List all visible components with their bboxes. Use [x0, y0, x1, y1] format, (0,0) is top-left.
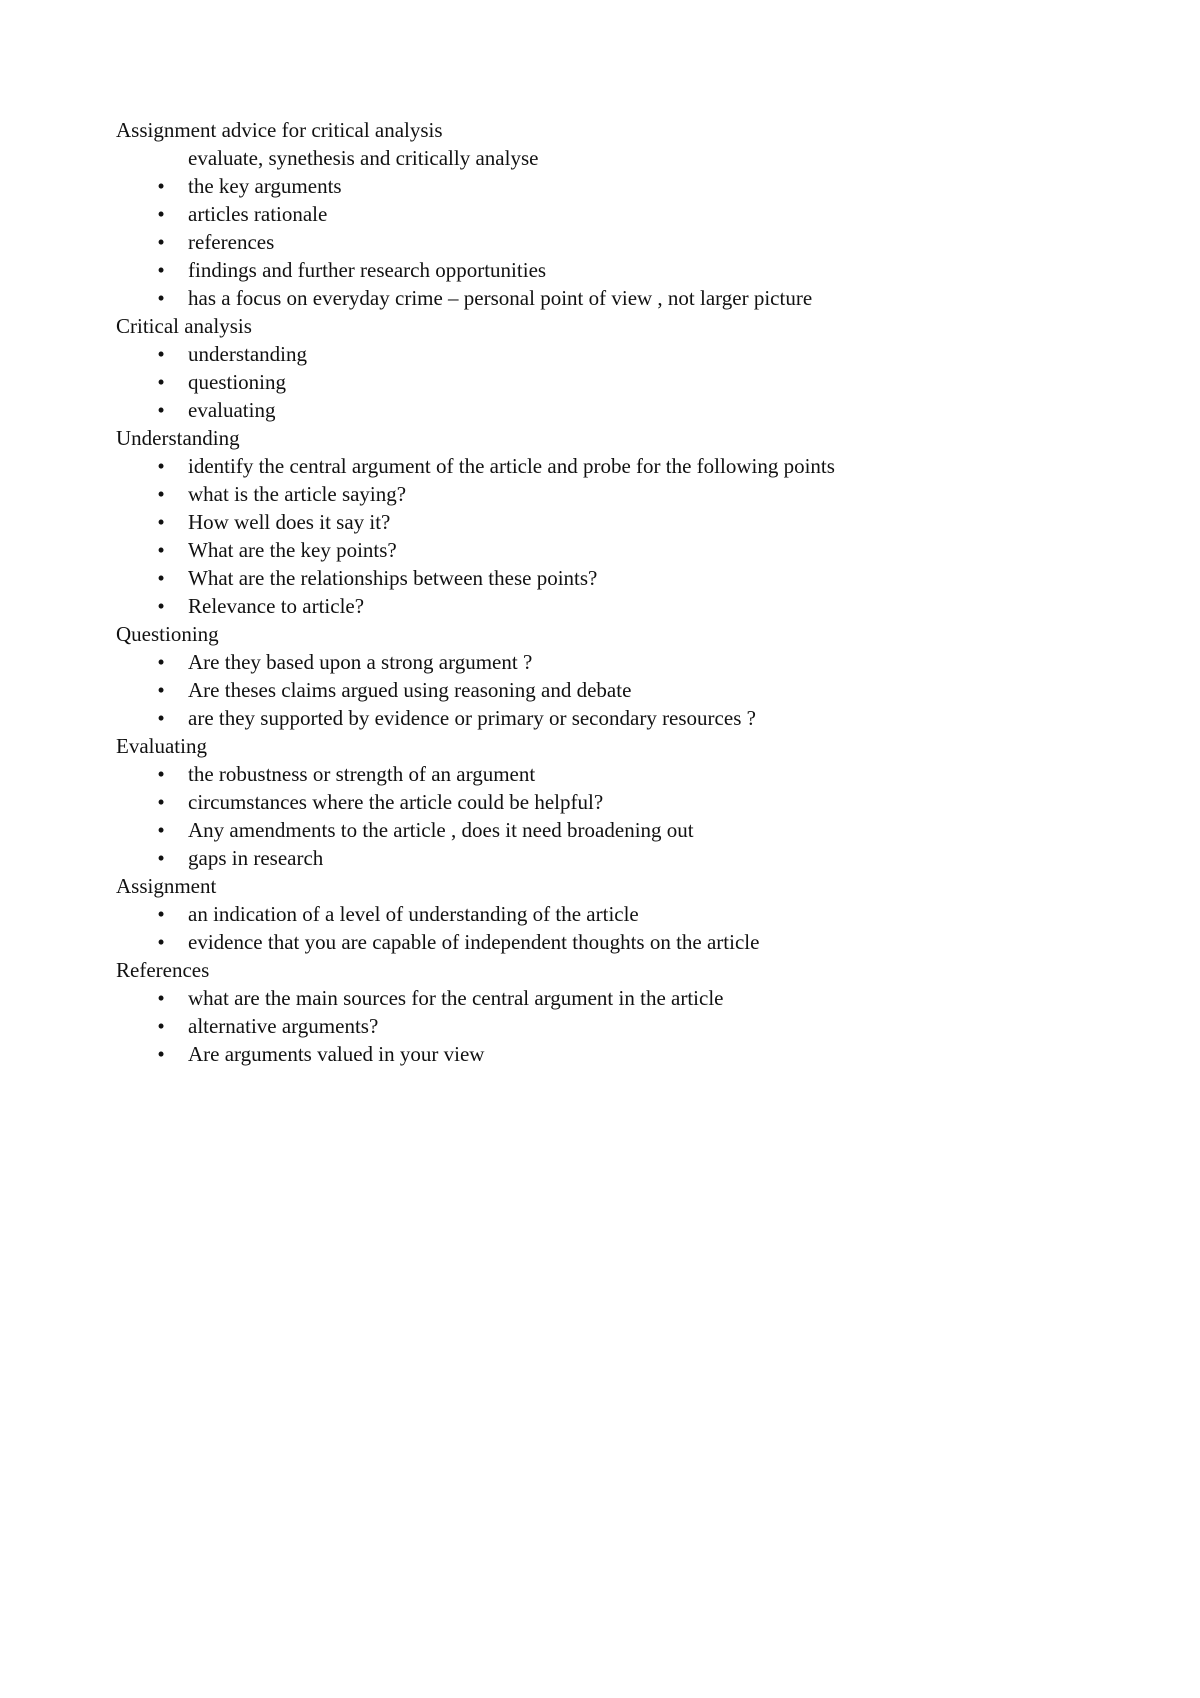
list-item: [116, 816, 1116, 844]
bullet-icon: •: [157, 1042, 165, 1066]
list-item-text: the key arguments: [188, 174, 342, 198]
bullet-icon: •: [157, 566, 165, 590]
list-item-text: What are the key points?: [188, 538, 397, 562]
list-item-text: an indication of a level of understanding of the article: [188, 902, 639, 926]
list-item: [116, 564, 1116, 592]
bullet-icon: •: [157, 1014, 165, 1038]
bullet-icon: •: [157, 482, 165, 506]
list-item-text: are they supported by evidence or primary or secondary resources ?: [188, 706, 756, 730]
bullet-icon: •: [157, 706, 165, 730]
list-item-text: Are they based upon a strong argument ?: [188, 650, 533, 674]
list-item-text: the robustness or strength of an argument: [188, 762, 536, 786]
list-item: [116, 788, 1116, 816]
list-item: [116, 648, 1116, 676]
bullet-icon: •: [157, 818, 165, 842]
list-item-text: alternative arguments?: [188, 1014, 379, 1038]
bullet-icon: •: [157, 846, 165, 870]
list-item-text: gaps in research: [188, 846, 324, 870]
bullet-icon: •: [157, 342, 165, 366]
list-item-text: Any amendments to the article , does it need broadening out: [188, 818, 694, 842]
list-item-text: questioning: [188, 370, 286, 394]
list-item: [116, 900, 1116, 928]
list-item-text: findings and further research opportunities: [188, 258, 547, 282]
list-item: [116, 228, 1116, 256]
list-item: [116, 676, 1116, 704]
list-item: [116, 172, 1116, 200]
bullet-icon: •: [157, 930, 165, 954]
bullet-icon: •: [157, 286, 165, 310]
list-item-text: circumstances where the article could be helpful?: [188, 790, 604, 814]
bullet-icon: •: [157, 678, 165, 702]
list-item-text: evidence that you are capable of independent thoughts on the article: [188, 930, 760, 954]
list-item-text: references: [188, 230, 275, 254]
bullet-icon: •: [157, 258, 165, 282]
list-item: [116, 1012, 1116, 1040]
section-heading: References: [116, 958, 210, 982]
list-item: [116, 1040, 1116, 1068]
bullet-icon: •: [157, 594, 165, 618]
list-item: [116, 368, 1116, 396]
bullet-icon: •: [157, 762, 165, 786]
bullet-icon: •: [157, 370, 165, 394]
list-item: [116, 340, 1116, 368]
section-heading: Critical analysis: [116, 314, 252, 338]
list-item: [116, 508, 1116, 536]
list-item: [116, 704, 1116, 732]
list-item: [116, 536, 1116, 564]
bullet-icon: •: [157, 986, 165, 1010]
bullet-icon: •: [157, 202, 165, 226]
bullet-icon: •: [157, 174, 165, 198]
bullet-icon: •: [157, 510, 165, 534]
list-item-text: articles rationale: [188, 202, 328, 226]
list-item-text: What are the relationships between these points?: [188, 566, 598, 590]
list-item: [116, 200, 1116, 228]
list-item-text: Relevance to article?: [188, 594, 365, 618]
bullet-icon: •: [157, 538, 165, 562]
section-subline: evaluate, synethesis and critically analyse: [188, 146, 539, 170]
list-item: [116, 592, 1116, 620]
list-item: [116, 396, 1116, 424]
document-body: [116, 116, 1116, 1068]
bullet-icon: •: [157, 650, 165, 674]
list-item: [116, 984, 1116, 1012]
section-heading: Understanding: [116, 426, 240, 450]
bullet-icon: •: [157, 902, 165, 926]
list-item: [116, 256, 1116, 284]
list-item: [116, 928, 1116, 956]
bullet-icon: •: [157, 790, 165, 814]
list-item: [116, 284, 1116, 312]
list-item: [116, 480, 1116, 508]
bullet-icon: •: [157, 398, 165, 422]
list-item-text: has a focus on everyday crime – personal point of view , not larger picture: [188, 286, 813, 310]
list-item-text: identify the central argument of the article and probe for the following points: [188, 454, 835, 478]
section-heading: Assignment: [116, 874, 217, 898]
bullet-icon: •: [157, 454, 165, 478]
list-item-text: understanding: [188, 342, 307, 366]
section-heading: Assignment advice for critical analysis: [116, 118, 443, 142]
section-heading: Questioning: [116, 622, 219, 646]
list-item: [116, 760, 1116, 788]
list-item-text: what is the article saying?: [188, 482, 407, 506]
list-item-text: what are the main sources for the central argument in the article: [188, 986, 724, 1010]
list-item-text: Are theses claims argued using reasoning and debate: [188, 678, 632, 702]
list-item-text: Are arguments valued in your view: [188, 1042, 485, 1066]
list-item: [116, 844, 1116, 872]
list-item: [116, 452, 1116, 480]
bullet-icon: •: [157, 230, 165, 254]
list-item-text: evaluating: [188, 398, 276, 422]
section-heading: Evaluating: [116, 734, 207, 758]
list-item-text: How well does it say it?: [188, 510, 391, 534]
